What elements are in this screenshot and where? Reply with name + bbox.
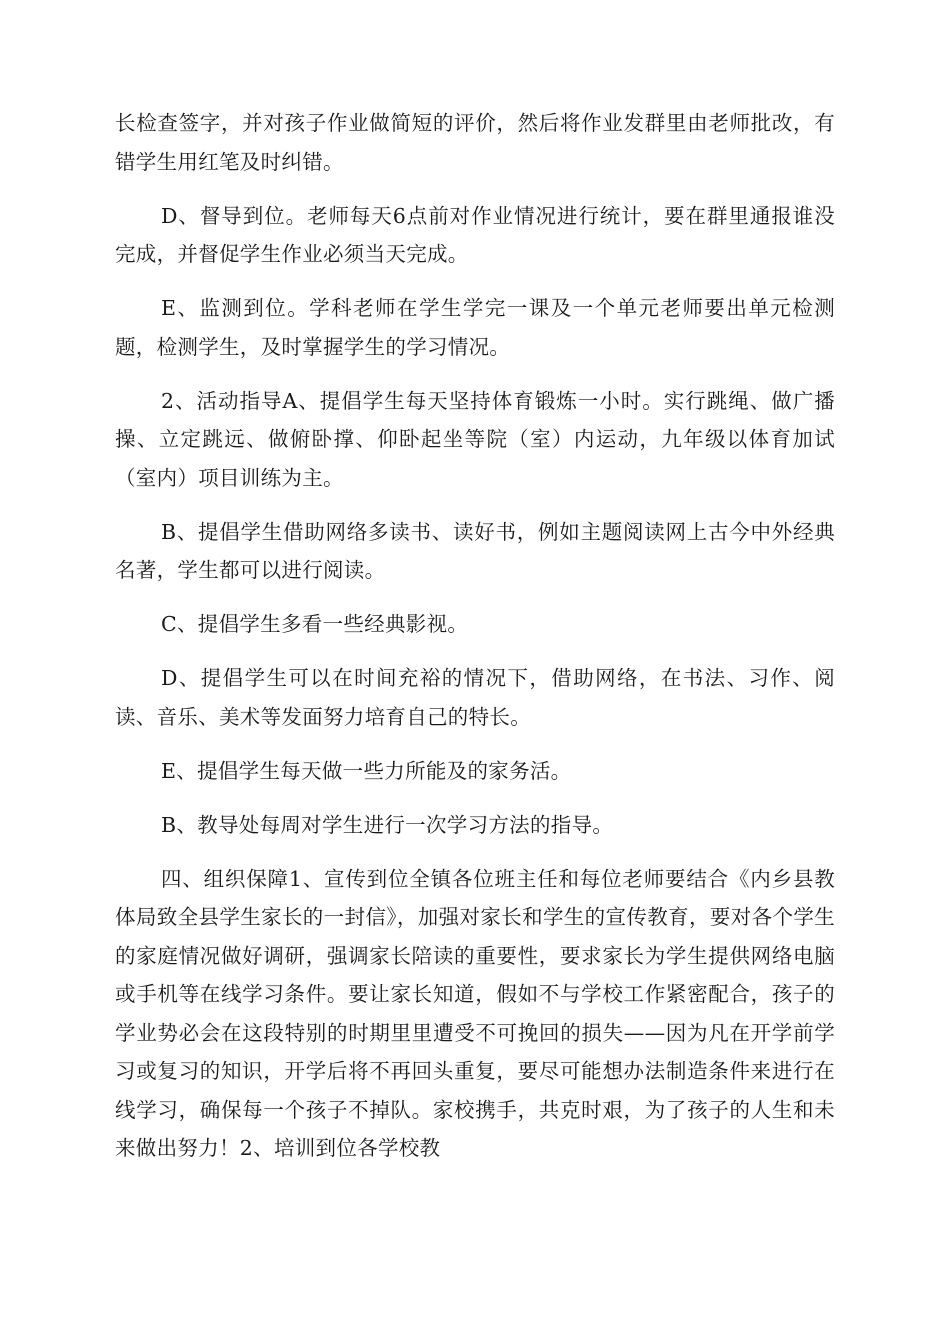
paragraph-monitoring: E、监测到位。学科老师在学生学完一课及一个单元老师要出单元检测题，检测学生，及时掌握学生的学习情况。 bbox=[115, 296, 835, 359]
paragraph-housework: E、提倡学生每天做一些力所能及的家务活。 bbox=[161, 758, 572, 783]
paragraph-talents: D、提倡学生可以在时间充裕的情况下，借助网络，在书法、习作、阅读、音乐、美术等发面努力培育自己的特长。 bbox=[115, 666, 835, 729]
paragraph-organization: 四、组织保障1、宣传到位全镇各位班主任和每位老师要结合《内乡县教体局致全县学生家长的一封信》，加强对家长和学生的宣传教育，要对各个学生的家庭情况做好调研，强调家长陪读的重要性，要求家长为学生提供网络电脑或手机等在线学习条件。要让家长知道，假如不与学校工作紧密配合，孩子的学业势必会在这段特别的时期里里遭受不可挽回的损失——因为凡在开学前学习或复习的知识，开学后将不再回头重复，要尽可能想办法制造条件来进行在线学习，确保每一个孩子不掉队。家校携手，共克时艰，为了孩子的人生和未来做出努力！2、培训到位各学校教 bbox=[115, 866, 835, 1160]
paragraph-continuation: 长检查签字，并对孩子作业做简短的评价，然后将作业发群里由老师批改，有错学生用红笔及时纠错。 bbox=[115, 111, 835, 174]
paragraph-study-methods: B、教导处每周对学生进行一次学习方法的指导。 bbox=[161, 812, 614, 837]
document-page bbox=[115, 104, 835, 1183]
paragraph-films: C、提倡学生多看一些经典影视。 bbox=[161, 612, 469, 636]
paragraph-reading: B、提倡学生借助网络多读书、读好书，例如主题阅读网上古今中外经典名著，学生都可以进行阅读。 bbox=[115, 519, 835, 582]
paragraph-supervision: D、督导到位。老师每天6点前对作业情况进行统计，要在群里通报谁没完成，并督促学生作业必须当天完成。 bbox=[115, 203, 835, 266]
paragraph-activity-guidance: 2、活动指导A、提倡学生每天坚持体育锻炼一小时。实行跳绳、做广播操、立定跳远、做俯卧撑、仰卧起坐等院（室）内运动，九年级以体育加试（室内）项目训练为主。 bbox=[115, 388, 835, 490]
